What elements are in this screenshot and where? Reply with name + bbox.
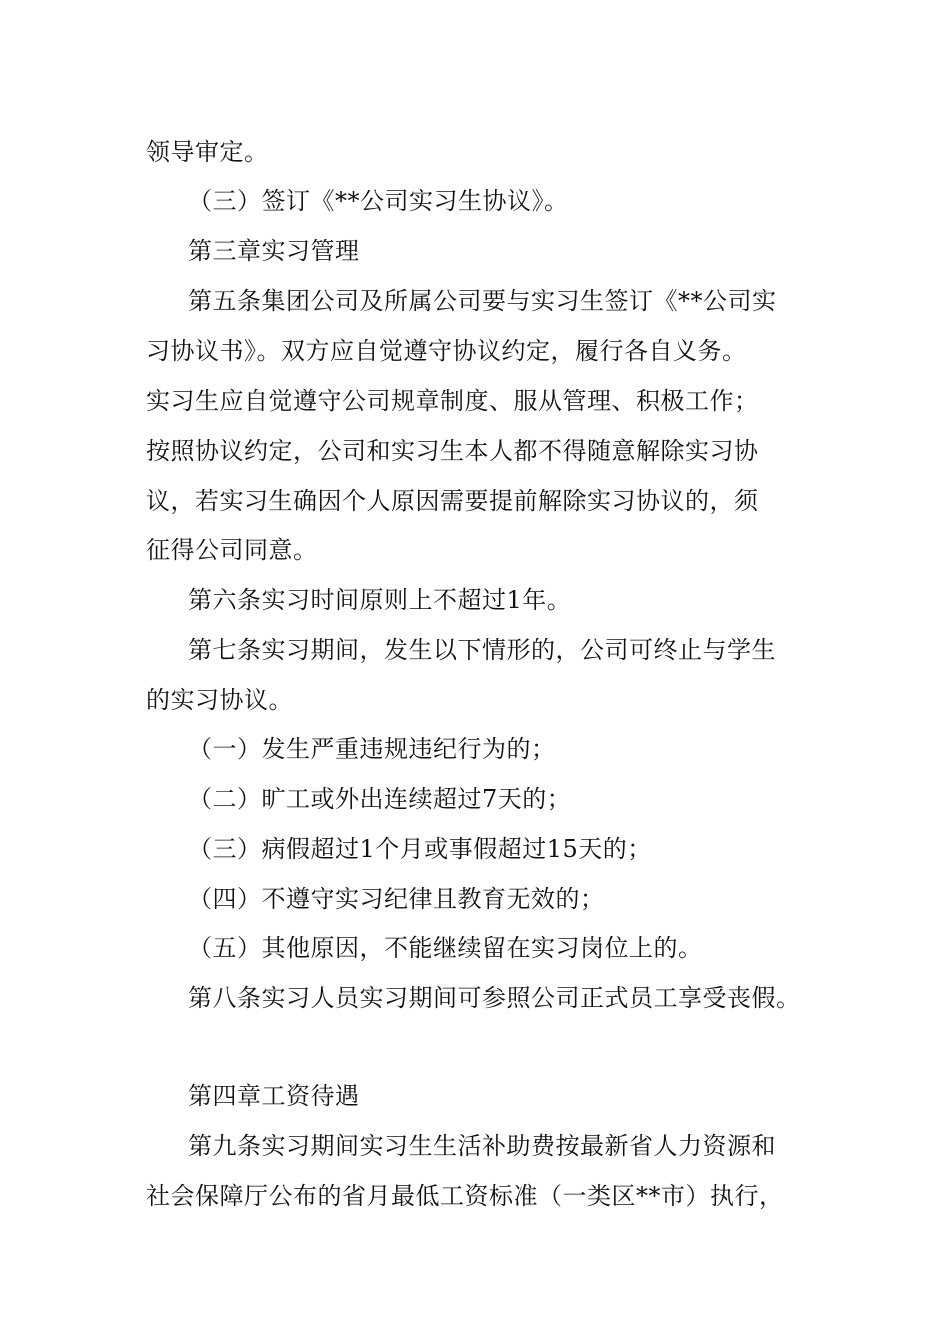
text-line: 习协议书》。双方应自觉遵守协议约定，履行各自义务。: [146, 337, 747, 365]
text-line: 征得公司同意。: [146, 536, 318, 564]
text-line: 领导审定。: [146, 138, 269, 166]
article-paragraph: 第六条实习时间原则上不超过1年。: [188, 586, 572, 614]
list-item: （五）其他原因，不能继续留在实习岗位上的。: [188, 934, 703, 962]
list-item: （四）不遵守实习纪律且教育无效的；: [188, 885, 605, 913]
text-line: 的实习协议。: [146, 686, 293, 714]
list-item: （二）旷工或外出连续超过7天的；: [188, 785, 572, 813]
article-paragraph: 第九条实习期间实习生生活补助费按最新省人力资源和: [188, 1132, 776, 1160]
chapter-heading: 第三章实习管理: [188, 237, 360, 265]
text-line: 按照协议约定，公司和实习生本人都不得随意解除实习协: [146, 437, 759, 465]
article-paragraph: 第五条集团公司及所属公司要与实习生签订《**公司实: [188, 287, 777, 315]
list-item: （一）发生严重违规违纪行为的；: [188, 735, 556, 763]
article-paragraph: 第七条实习期间，发生以下情形的，公司可终止与学生: [188, 636, 776, 664]
text-line: 实习生应自觉遵守公司规章制度、服从管理、积极工作；: [146, 387, 759, 415]
article-paragraph: 第八条实习人员实习期间可参照公司正式员工享受丧假。: [188, 984, 801, 1012]
text-line: （三）签订《**公司实习生协议》。: [188, 187, 569, 215]
text-line: 社会保障厅公布的省月最低工资标准（一类区**市）执行，: [146, 1182, 784, 1210]
text-line: 议，若实习生确因个人原因需要提前解除实习协议的，须: [146, 487, 759, 515]
chapter-heading: 第四章工资待遇: [188, 1082, 360, 1110]
list-item: （三）病假超过1个月或事假超过15天的；: [188, 835, 652, 863]
